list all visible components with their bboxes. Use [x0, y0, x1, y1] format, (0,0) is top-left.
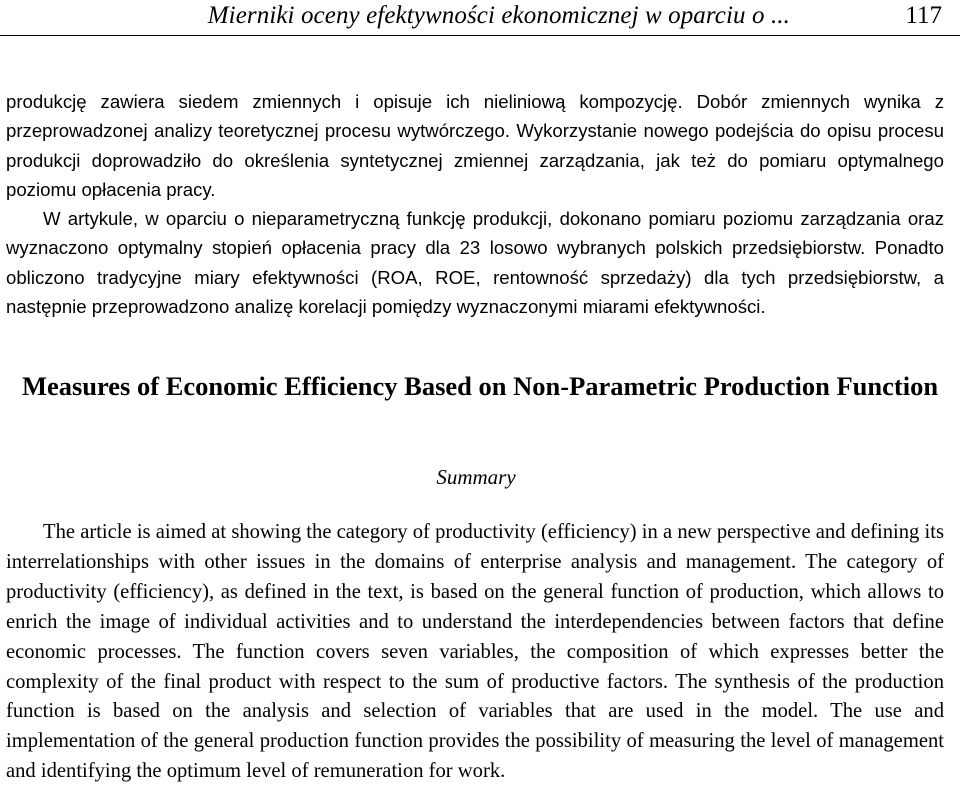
polish-abstract	[6, 87, 944, 321]
english-title: Measures of Economic Efficiency Based on Non-Parametric Production Function	[21, 371, 939, 401]
page-number: 117	[905, 2, 942, 29]
running-title: Mierniki oceny efektywności ekonomicznej w oparciu o ...	[207, 2, 790, 29]
polish-paragraph-1: produkcję zawiera siedem zmiennych i opisuje ich nieliniową kompozycję. Dobór zmiennych wynika z przeprowadzonej analizy teoretycznej procesu wytwórczego. Wykorzystanie nowego podejścia do opisu procesu produkcji doprowadziło do określenia syntetycznej zmiennej zarządzania, jak też do pomiaru optymalnego poziomu opłacenia pracy.	[6, 91, 944, 200]
english-summary-body	[6, 518, 944, 787]
running-header	[0, 0, 960, 36]
summary-heading: Summary	[436, 465, 516, 489]
polish-paragraph-2: W artykule, w oparciu o nieparametryczną funkcję produkcji, dokonano pomiaru poziomu zarządzania oraz wyznaczono optymalny stopień opłacenia pracy dla 23 losowo wybranych polskich przedsiębiorstw. Ponadto obliczono tradycyjne miary efektywności (ROA, ROE, rentowność sprzedaży) dla tych przedsiębiorstw, a następnie przeprowadzono analizę korelacji pomiędzy wyznaczonymi miarami efektywności.	[6, 208, 944, 318]
english-summary-paragraph: The article is aimed at showing the category of productivity (efficiency) in a new perspective and defining its interrelationships with other issues in the domains of enterprise analysis and management. The category of productivity (efficiency), as defined in the text, is based on the general function of production, which allows to enrich the image of individual activities and to understand the interdependencies between factors that define economic processes. The function covers seven variables, the composition of which expresses better the complexity of the final product with respect to the sum of productive factors. The synthesis of the production function is based on the analysis and selection of variables that are used in the model. The use and implementation of the general production function provides the possibility of measuring the level of management and identifying the optimum level of remuneration for work.	[6, 521, 944, 783]
